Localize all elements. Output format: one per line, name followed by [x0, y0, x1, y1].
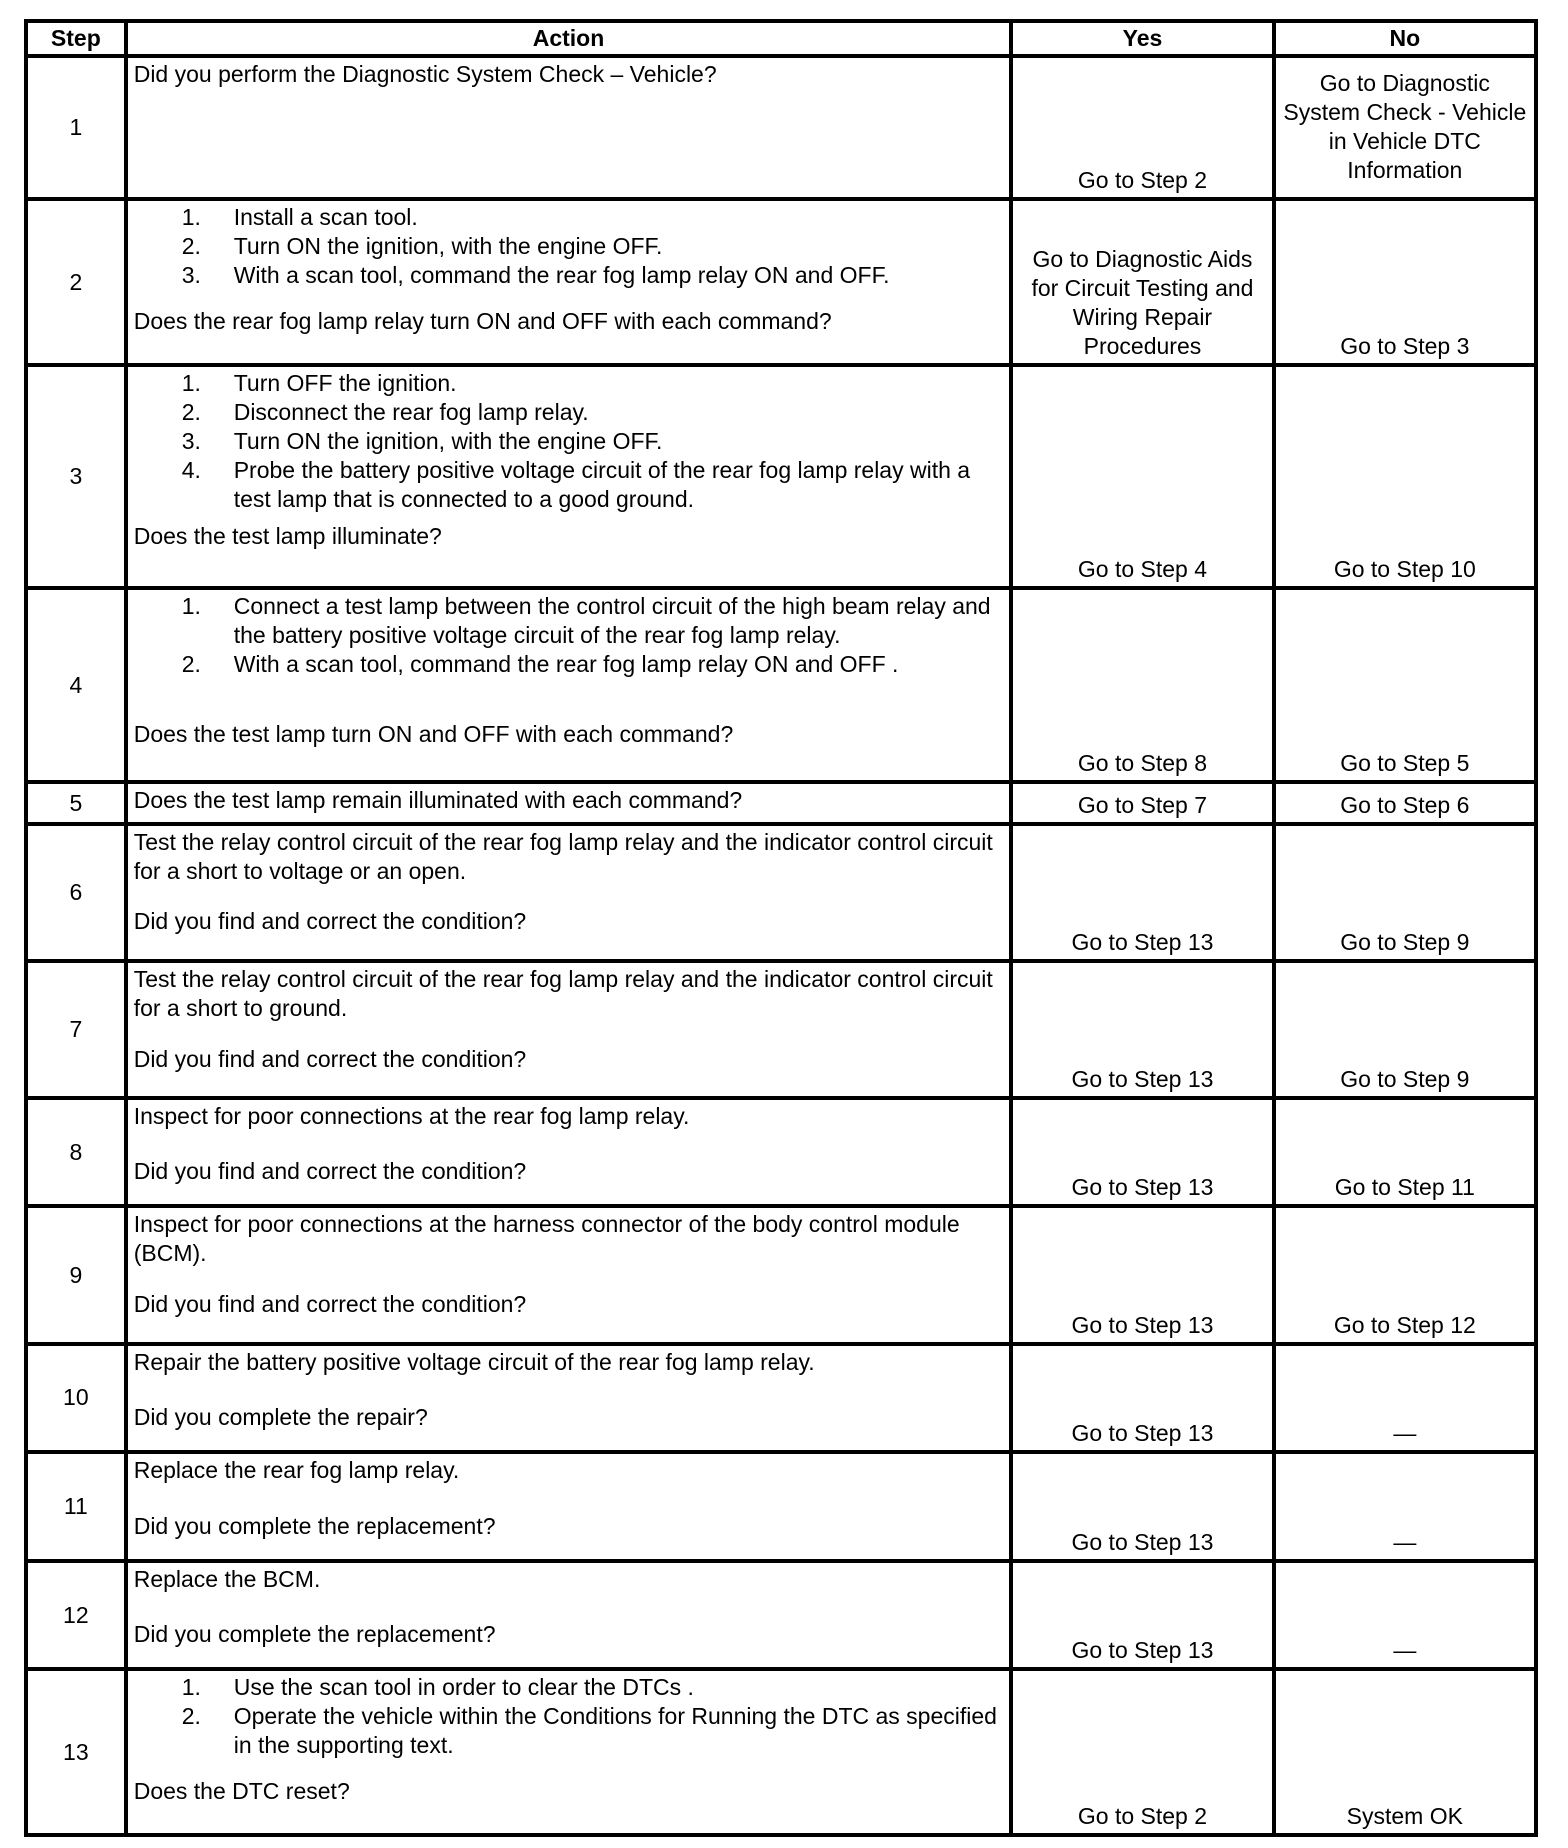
- action-cell: [126, 56, 1012, 199]
- no-result: Go to Diagnostic System Check - Vehicle in Vehicle DTC Information: [1274, 56, 1536, 199]
- action-cell: [126, 1098, 1012, 1206]
- action-instruction: Repair the battery positive voltage circuit of the rear fog lamp relay.: [133, 1348, 815, 1375]
- action-step-text: Connect a test lamp between the control circuit of the high beam relay and the battery positive voltage circuit of the rear fog lamp relay.: [233, 593, 991, 649]
- action-instruction: Inspect for poor connections at the harness connector of the body control module (BCM).: [133, 1211, 960, 1267]
- action-instruction: Test the relay control circuit of the rear fog lamp relay and the indicator control circuit for a short to voltage or an open.: [133, 829, 993, 885]
- no-result: Go to Step 10: [1274, 365, 1536, 588]
- action-question: Did you complete the replacement?: [133, 1512, 496, 1539]
- yes-result: Go to Step 13: [1011, 961, 1273, 1098]
- action-step-item: 3. Turn ON the ignition, with the engine OFF.: [181, 428, 663, 455]
- action-cell: [126, 824, 1012, 960]
- step-number: 5: [26, 782, 126, 824]
- step-number: 4: [26, 588, 126, 782]
- action-question: Did you find and correct the condition?: [133, 1158, 527, 1185]
- table-row: [26, 1206, 1536, 1343]
- action-cell: [126, 1561, 1012, 1669]
- action-steps-list: [134, 203, 1004, 290]
- header-row: [26, 21, 1536, 56]
- action-step-item: 2. Turn ON the ignition, with the engine OFF.: [181, 233, 663, 260]
- header-step: Step: [26, 21, 126, 56]
- action-question: Does the rear fog lamp relay turn ON and OFF with each command?: [133, 308, 832, 335]
- table-row: [26, 1344, 1536, 1452]
- action-step-text: With a scan tool, command the rear fog lamp relay ON and OFF .: [233, 651, 899, 678]
- step-number: 8: [26, 1098, 126, 1206]
- step-number: 9: [26, 1206, 126, 1343]
- action-cell: [126, 961, 1012, 1098]
- action-step-item: 1. Install a scan tool.: [181, 204, 418, 231]
- table-row: [26, 588, 1536, 782]
- no-result: Go to Step 6: [1274, 782, 1536, 824]
- action-step-text: With a scan tool, command the rear fog lamp relay ON and OFF.: [233, 262, 890, 289]
- action-step-item: 1. Connect a test lamp between the control circuit of the high beam relay and the battery positive voltage circuit of the rear fog lamp relay.: [181, 593, 991, 649]
- step-number: 11: [26, 1452, 126, 1561]
- step-number: 7: [26, 961, 126, 1098]
- action-step-text: Use the scan tool in order to clear the DTCs .: [233, 1674, 694, 1701]
- action-question: Did you find and correct the condition?: [133, 908, 527, 935]
- action-question: Did you complete the replacement?: [133, 1621, 496, 1648]
- action-cell: [126, 782, 1012, 824]
- yes-result: Go to Step 4: [1011, 365, 1273, 588]
- no-result: Go to Step 12: [1274, 1206, 1536, 1343]
- action-step-item: 2. With a scan tool, command the rear fog lamp relay ON and OFF .: [181, 651, 899, 678]
- yes-result: Go to Step 2: [1011, 1669, 1273, 1835]
- table-row: [26, 199, 1536, 365]
- yes-result: Go to Step 13: [1011, 1206, 1273, 1343]
- action-step-text: Operate the vehicle within the Conditions for Running the DTC as specified in the supporting text.: [233, 1703, 997, 1759]
- action-instruction: Test the relay control circuit of the rear fog lamp relay and the indicator control circuit for a short to ground.: [133, 965, 993, 1021]
- action-step-text: Turn ON the ignition, with the engine OFF.: [233, 428, 663, 455]
- header-no: No: [1274, 21, 1536, 56]
- table-row: [26, 1669, 1536, 1835]
- step-number: 10: [26, 1344, 126, 1452]
- action-step-item: 2. Disconnect the rear fog lamp relay.: [181, 399, 589, 426]
- step-number: 2: [26, 199, 126, 365]
- table-row: [26, 1452, 1536, 1561]
- header-yes: Yes: [1011, 21, 1273, 56]
- action-question: Does the test lamp turn ON and OFF with each command?: [133, 721, 734, 748]
- yes-result: Go to Diagnostic Aids for Circuit Testing and Wiring Repair Procedures: [1011, 199, 1273, 365]
- action-question: Did you find and correct the condition?: [133, 1291, 527, 1318]
- no-result: Go to Step 11: [1274, 1098, 1536, 1206]
- action-question: Did you find and correct the condition?: [133, 1045, 527, 1072]
- table-row: [26, 824, 1536, 960]
- no-result: Go to Step 5: [1274, 588, 1536, 782]
- step-number: 12: [26, 1561, 126, 1669]
- yes-result: Go to Step 2: [1011, 56, 1273, 199]
- no-result: Go to Step 9: [1274, 824, 1536, 960]
- table-row: [26, 1561, 1536, 1669]
- action-cell: [126, 1669, 1012, 1835]
- action-cell: [126, 365, 1012, 588]
- header-action: Action: [126, 21, 1012, 56]
- yes-result: Go to Step 7: [1011, 782, 1273, 824]
- action-step-text: Install a scan tool.: [233, 204, 418, 231]
- yes-result: Go to Step 13: [1011, 824, 1273, 960]
- action-step-text: Turn ON the ignition, with the engine OFF.: [233, 233, 663, 260]
- action-instruction: Replace the BCM.: [133, 1566, 321, 1593]
- no-result: —: [1274, 1452, 1536, 1561]
- yes-result: Go to Step 13: [1011, 1344, 1273, 1452]
- table-row: [26, 1098, 1536, 1206]
- action-cell: [126, 1206, 1012, 1343]
- yes-result: Go to Step 13: [1011, 1452, 1273, 1561]
- no-result: Go to Step 9: [1274, 961, 1536, 1098]
- action-step-item: 2. Operate the vehicle within the Conditions for Running the DTC as specified in the supporting text.: [181, 1703, 997, 1759]
- no-result: —: [1274, 1561, 1536, 1669]
- step-number: 6: [26, 824, 126, 960]
- action-step-item: 1. Turn OFF the ignition.: [181, 370, 457, 397]
- step-number: 1: [26, 56, 126, 199]
- action-step-text: Disconnect the rear fog lamp relay.: [233, 399, 589, 426]
- action-instruction: Replace the rear fog lamp relay.: [133, 1456, 460, 1483]
- action-question: Did you complete the repair?: [133, 1403, 428, 1430]
- diagnostic-table: [24, 19, 1538, 1837]
- yes-result: Go to Step 13: [1011, 1098, 1273, 1206]
- no-result: Go to Step 3: [1274, 199, 1536, 365]
- step-number: 13: [26, 1669, 126, 1835]
- action-step-item: 1. Use the scan tool in order to clear the DTCs .: [181, 1674, 694, 1701]
- action-instruction: Inspect for poor connections at the rear fog lamp relay.: [133, 1103, 690, 1130]
- action-steps-list: [134, 369, 1004, 514]
- step-number: 3: [26, 365, 126, 588]
- action-question: Does the test lamp illuminate?: [133, 523, 442, 550]
- action-step-item: 4. Probe the battery positive voltage circuit of the rear fog lamp relay with a test lamp that is connected to a good ground.: [181, 457, 971, 513]
- action-question: Does the DTC reset?: [133, 1778, 350, 1805]
- action-cell: [126, 1452, 1012, 1561]
- yes-result: Go to Step 13: [1011, 1561, 1273, 1669]
- action-steps-list: [134, 1673, 1004, 1760]
- action-step-text: Probe the battery positive voltage circuit of the rear fog lamp relay with a test lamp that is connected to a good ground.: [233, 457, 971, 513]
- action-instruction: Does the test lamp remain illuminated with each command?: [133, 787, 743, 814]
- action-cell: [126, 1344, 1012, 1452]
- table-row: [26, 56, 1536, 199]
- action-step-text: Turn OFF the ignition.: [233, 370, 457, 397]
- action-instruction: Did you perform the Diagnostic System Check – Vehicle?: [133, 61, 717, 87]
- action-steps-list: [134, 592, 1004, 679]
- action-step-item: 3. With a scan tool, command the rear fog lamp relay ON and OFF.: [181, 262, 890, 289]
- action-cell: [126, 199, 1012, 365]
- table-row: [26, 961, 1536, 1098]
- no-result: —: [1274, 1344, 1536, 1452]
- action-cell: [126, 588, 1012, 782]
- yes-result: Go to Step 8: [1011, 588, 1273, 782]
- no-result: System OK: [1274, 1669, 1536, 1835]
- table-row: [26, 782, 1536, 824]
- table-row: [26, 365, 1536, 588]
